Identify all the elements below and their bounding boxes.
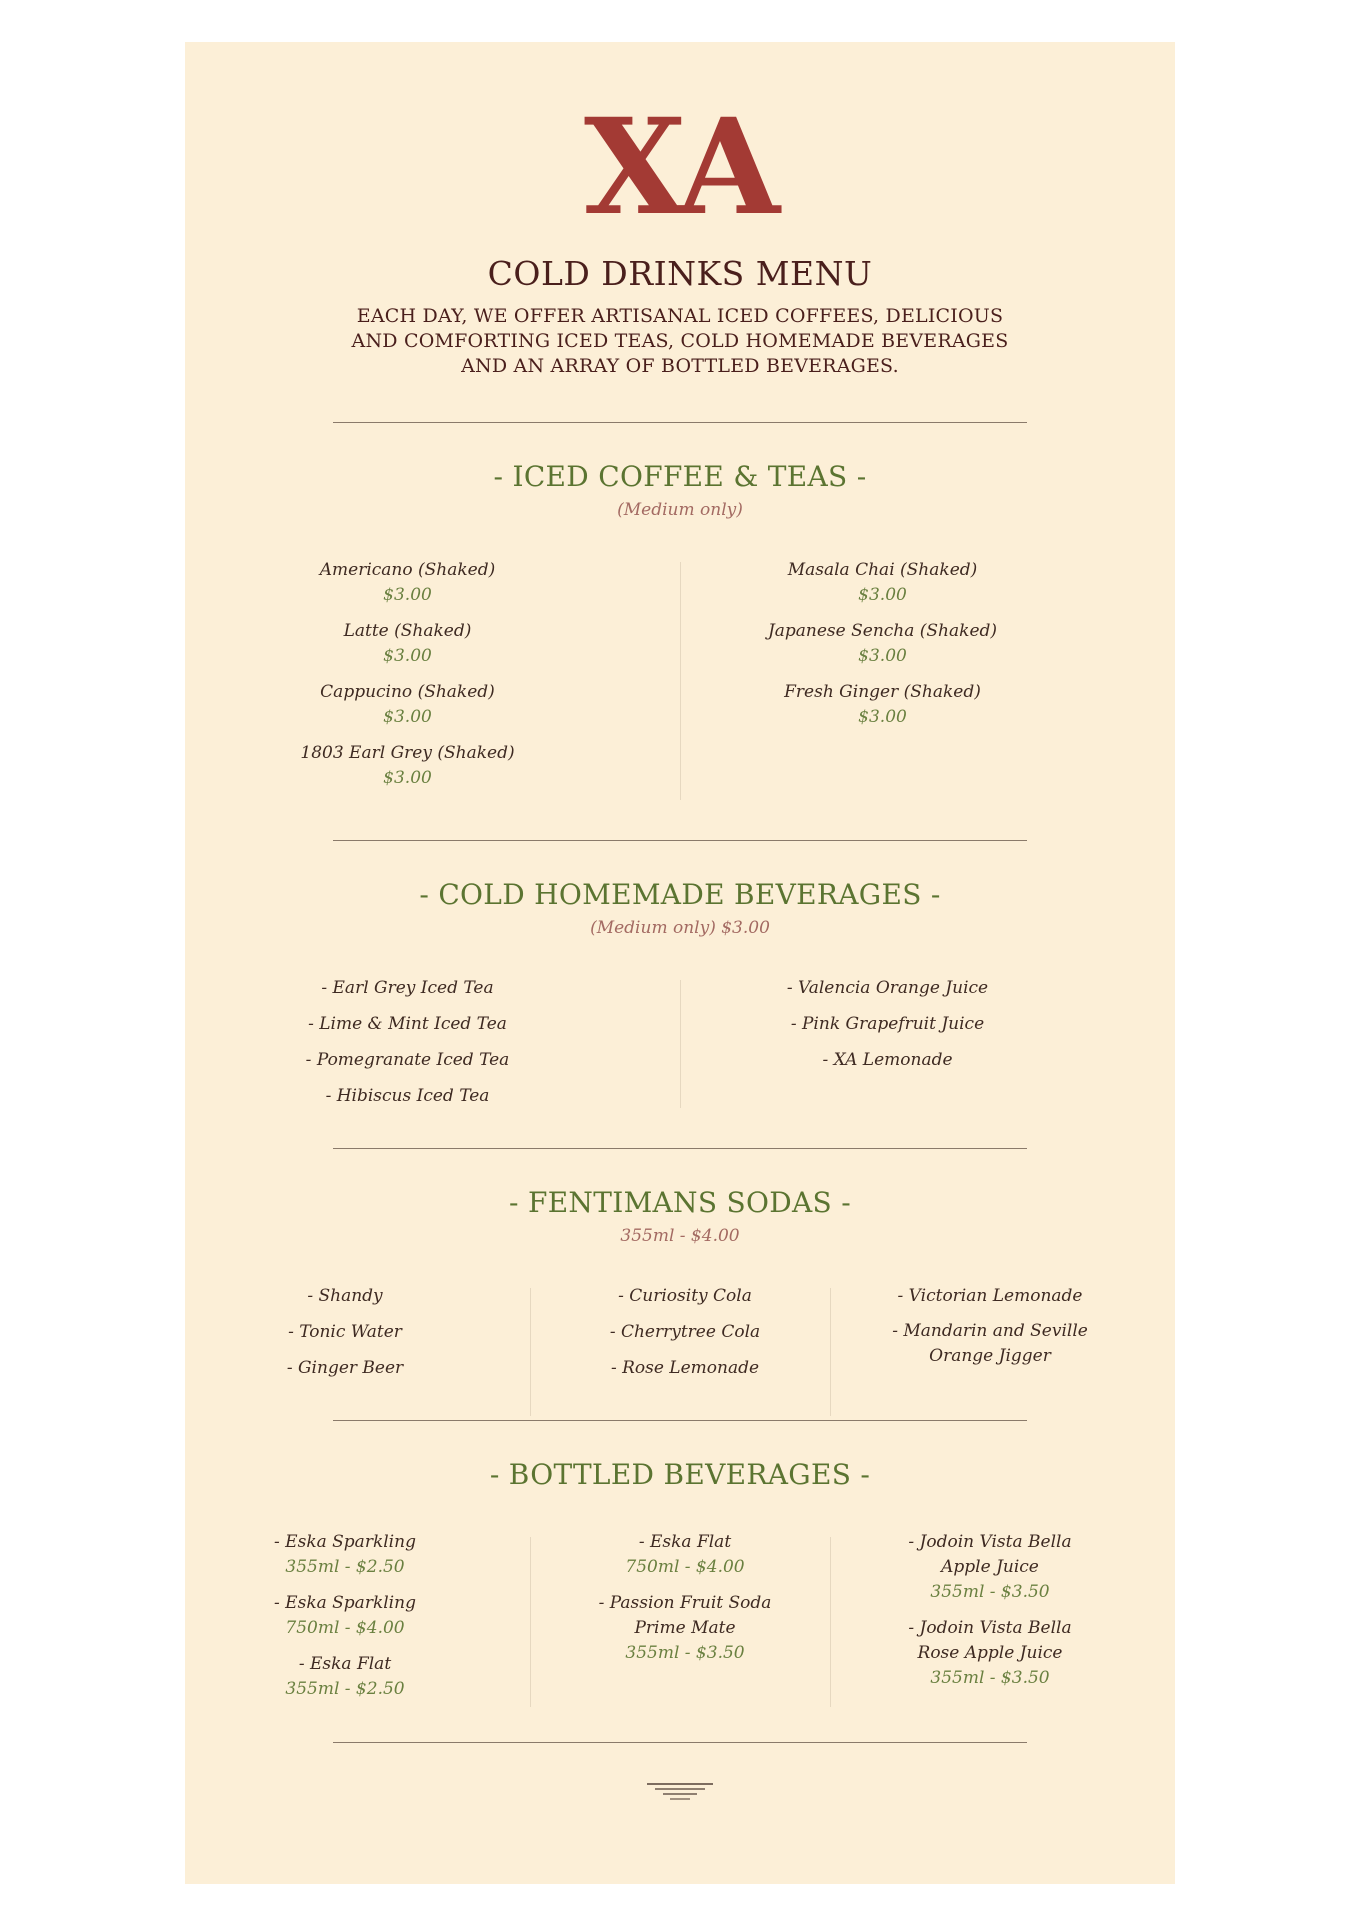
- menu-item: Orange Jigger: [929, 1346, 1051, 1366]
- homemade-section-title: - COLD HOMEMADE BEVERAGES -: [419, 878, 941, 911]
- menu-item-price: 355ml - $3.50: [930, 1582, 1050, 1602]
- fentimans-section-subtitle: 355ml - $4.00: [620, 1226, 740, 1246]
- menu-item: - Lime & Mint Iced Tea: [308, 1014, 507, 1034]
- column-divider: [680, 562, 681, 800]
- divider: [333, 1420, 1027, 1421]
- menu-item-name: - Eska Sparkling: [274, 1593, 416, 1613]
- menu-item-name: - Jodoin Vista Bella: [908, 1618, 1072, 1638]
- menu-item-price: 355ml - $3.50: [930, 1668, 1050, 1688]
- menu-item-name: - Eska Sparkling: [274, 1532, 416, 1552]
- menu-item: - Valencia Orange Juice: [786, 978, 989, 998]
- column-divider: [680, 980, 681, 1108]
- menu-title: COLD DRINKS MENU: [487, 254, 873, 293]
- menu-item: - Pink Grapefruit Juice: [790, 1014, 985, 1034]
- menu-item-name: Masala Chai (Shaked): [787, 560, 978, 580]
- divider: [333, 422, 1027, 423]
- divider: [333, 1742, 1027, 1743]
- menu-item: - Ginger Beer: [286, 1358, 404, 1378]
- menu-item-price: 750ml - $4.00: [285, 1618, 405, 1638]
- menu-item-price: $3.00: [858, 585, 907, 605]
- iced-left-column: [285, 558, 530, 791]
- bottled-col-1: [245, 1530, 445, 1702]
- menu-item: - Mandarin and Seville: [892, 1321, 1088, 1341]
- menu-item: - Shandy: [307, 1286, 383, 1306]
- menu-item-price: $3.00: [383, 768, 432, 788]
- column-divider: [830, 1288, 831, 1416]
- column-divider: [830, 1537, 831, 1707]
- menu-item: - Tonic Water: [288, 1322, 402, 1342]
- menu-item-name: Japanese Sencha (Shaked): [767, 621, 998, 641]
- column-divider: [530, 1288, 531, 1416]
- column-divider: [530, 1537, 531, 1707]
- menu-item-name: Prime Mate: [634, 1618, 736, 1638]
- xa-logo: XA: [583, 90, 777, 245]
- divider: [333, 1148, 1027, 1149]
- menu-item-name: - Jodoin Vista Bella: [908, 1532, 1072, 1552]
- bottled-section-title: - BOTTLED BEVERAGES -: [489, 1458, 871, 1491]
- menu-item-name: - Passion Fruit Soda: [598, 1593, 772, 1613]
- menu-item: - Curiosity Cola: [618, 1286, 752, 1306]
- menu-page: [185, 42, 1175, 1884]
- menu-item: - Rose Lemonade: [610, 1358, 760, 1378]
- fentimans-col-1: [245, 1278, 445, 1386]
- menu-item-name: Americano (Shaked): [319, 560, 496, 580]
- menu-item-name: Latte (Shaked): [343, 621, 472, 641]
- homemade-right-column: [755, 970, 1020, 1078]
- menu-item-price: $3.00: [858, 707, 907, 727]
- homemade-left-column: [285, 970, 530, 1114]
- menu-item-name: - Eska Flat: [638, 1532, 732, 1552]
- fentimans-col-2: [560, 1278, 810, 1386]
- menu-item-name: Fresh Ginger (Shaked): [784, 682, 981, 702]
- menu-item-price: 355ml - $3.50: [625, 1643, 745, 1663]
- menu-item-price: 355ml - $2.50: [285, 1679, 405, 1699]
- menu-item-price: 355ml - $2.50: [285, 1557, 405, 1577]
- menu-item-name: Apple Juice: [941, 1557, 1039, 1577]
- menu-item-price: 750ml - $4.00: [625, 1557, 745, 1577]
- menu-item: - Victorian Lemonade: [897, 1286, 1083, 1306]
- divider: [333, 840, 1027, 841]
- homemade-section-subtitle: (Medium only) $3.00: [590, 918, 770, 938]
- menu-item-price: $3.00: [383, 585, 432, 605]
- menu-item-name: - Eska Flat: [298, 1654, 392, 1674]
- bottled-col-3: [865, 1530, 1115, 1691]
- iced-section-title: - ICED COFFEE & TEAS -: [493, 460, 867, 493]
- menu-item: - Hibiscus Iced Tea: [325, 1086, 490, 1106]
- menu-item: - Pomegranate Iced Tea: [305, 1050, 510, 1070]
- menu-item-price: $3.00: [383, 707, 432, 727]
- menu-item: - XA Lemonade: [822, 1050, 953, 1070]
- menu-intro: EACH DAY, WE OFFER ARTISANAL ICED COFFEES, DELICIOUS AND COMFORTING ICED TEAS, COLD HOMEMADE BEVERAGES AND AN ARRAY OF BOTTLED BEVERAGES.: [351, 305, 1009, 377]
- menu-item: - Cherrytree Cola: [609, 1322, 761, 1342]
- menu-item-price: $3.00: [858, 646, 907, 666]
- menu-item-price: $3.00: [383, 646, 432, 666]
- fentimans-section-title: - FENTIMANS SODAS -: [509, 1186, 851, 1219]
- iced-section-subtitle: (Medium only): [617, 500, 743, 520]
- iced-right-column: [750, 558, 1015, 730]
- menu-item: - Earl Grey Iced Tea: [321, 978, 494, 998]
- menu-item-name: 1803 Earl Grey (Shaked): [300, 743, 515, 763]
- menu-item-name: Rose Apple Juice: [917, 1643, 1063, 1663]
- ornament-icon: [645, 1780, 715, 1810]
- fentimans-col-3: [865, 1278, 1115, 1369]
- menu-item-name: Cappucino (Shaked): [320, 682, 495, 702]
- bottled-col-2: [560, 1530, 810, 1666]
